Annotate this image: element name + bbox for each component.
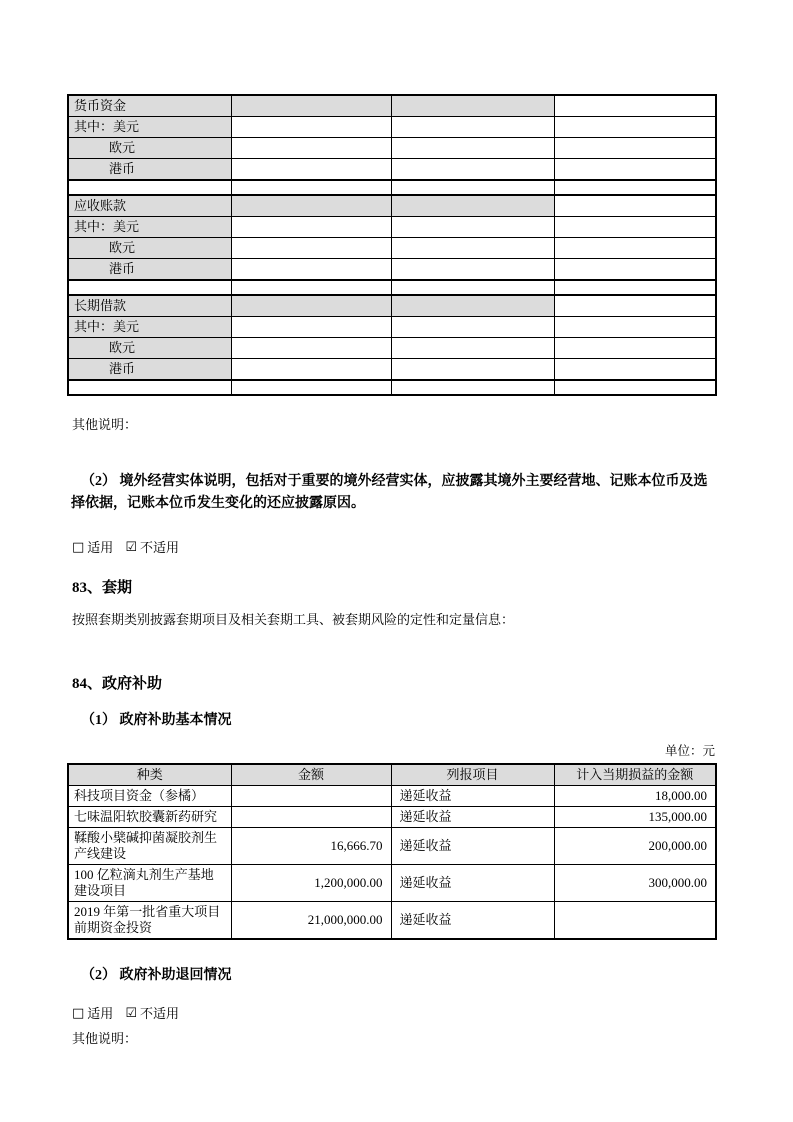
value-cell [231,359,391,381]
row-label-cell: 其中：美元 [68,117,231,138]
row-label-cell: 港币 [68,259,231,281]
current-profit-amount-cell [554,902,716,940]
value-cell [391,159,554,181]
value-cell [391,195,554,217]
row-label-cell: 其中：美元 [68,317,231,338]
checkbox-unchecked-icon: □ [72,1006,85,1021]
value-cell [554,338,716,359]
value-cell [391,359,554,381]
value-cell [231,280,391,295]
current-profit-amount-cell: 200,000.00 [554,828,716,865]
unit-label: 单位：元 [664,744,715,758]
other-note-label: 其他说明： [72,1031,138,1046]
report-item-cell: 递延收益 [391,786,554,807]
row-label-cell: 货币资金 [68,95,231,117]
table-row [68,317,716,338]
applicable-label: 适用 [87,540,114,555]
column-header: 金额 [231,764,391,786]
column-header: 列报项目 [391,764,554,786]
value-cell [391,280,554,295]
value-cell [554,280,716,295]
value-cell [231,95,391,117]
value-cell [231,338,391,359]
checkbox-checked-icon: ☑ [125,1006,137,1021]
applicability-line-refund [72,1005,715,1022]
amount-cell [231,807,391,828]
current-profit-amount-cell: 18,000.00 [554,786,716,807]
current-profit-amount-cell: 135,000.00 [554,807,716,828]
value-cell [554,359,716,381]
value-cell [391,138,554,159]
overseas-entity-paragraph: （2） 境外经营实体说明，包括对于重要的境外经营实体，应披露其境外主要经营地、记账本位币及选择依据，记账本位币发生变化的还应披露原因。 [71,474,708,511]
report-item-cell: 递延收益 [391,828,554,865]
spacer-row [68,180,716,195]
amount-cell: 16,666.70 [231,828,391,865]
row-label-cell: 港币 [68,159,231,181]
table-row [68,828,716,865]
report-item-cell: 递延收益 [391,902,554,940]
value-cell [391,117,554,138]
value-cell [554,238,716,259]
section-83-heading: 83、套期 [72,580,133,596]
amount-cell [231,786,391,807]
value-cell [554,180,716,195]
other-note-label: 其他说明： [72,417,138,432]
row-label-cell: 港币 [68,359,231,381]
subsidy-type-cell: 七味温阳软胶囊新药研究 [68,807,231,828]
column-header: 计入当期损益的金额 [554,764,716,786]
value-cell [554,95,716,117]
row-label-cell: 其中：美元 [68,217,231,238]
table-row [68,238,716,259]
value-cell [554,138,716,159]
row-label-cell: 欧元 [68,238,231,259]
subsidy-table-body [68,786,716,940]
row-label-cell: 应收账款 [68,195,231,217]
value-cell [554,217,716,238]
checkbox-unchecked-icon: □ [72,540,85,555]
not-applicable-label: 不适用 [139,1006,179,1021]
section-84-1-heading: （1） 政府补助基本情况 [81,713,232,728]
subsidy-table-header [68,764,716,786]
value-cell [231,138,391,159]
row-label-cell [68,180,231,195]
value-cell [231,195,391,217]
value-cell [391,217,554,238]
section-84-heading: 84、政府补助 [72,676,163,692]
value-cell [554,317,716,338]
table-row [68,159,716,181]
value-cell [554,159,716,181]
applicable-label: 适用 [87,1006,114,1021]
value-cell [391,338,554,359]
header-row [68,764,716,786]
value-cell [554,259,716,281]
table-row [68,295,716,317]
amount-cell: 21,000,000.00 [231,902,391,940]
value-cell [391,380,554,395]
row-label-cell [68,280,231,295]
value-cell [554,195,716,217]
table-row [68,359,716,381]
amount-cell: 1,200,000.00 [231,865,391,902]
table-row [68,865,716,902]
subsidy-type-cell: 2019 年第一批省重大项目前期资金投资 [68,902,231,940]
foreign-currency-table [67,94,717,396]
value-cell [554,380,716,395]
table-row [68,902,716,940]
value-cell [391,238,554,259]
hedge-description: 按照套期类别披露套期项目及相关套期工具、被套期风险的定性和定量信息： [72,612,515,627]
current-profit-amount-cell: 300,000.00 [554,865,716,902]
table-row [68,195,716,217]
subsidy-type-cell: 科技项目资金（参橘） [68,786,231,807]
value-cell [391,295,554,317]
value-cell [231,380,391,395]
section-84-2-heading: （2） 政府补助退回情况 [81,968,232,983]
row-label-cell: 长期借款 [68,295,231,317]
value-cell [231,117,391,138]
value-cell [554,295,716,317]
value-cell [231,159,391,181]
value-cell [391,317,554,338]
value-cell [391,259,554,281]
report-item-cell: 递延收益 [391,865,554,902]
government-subsidy-table [67,763,717,940]
row-label-cell: 欧元 [68,338,231,359]
table-row [68,138,716,159]
row-label-cell [68,380,231,395]
checkbox-checked-icon: ☑ [125,540,137,555]
applicability-line-hedge [72,539,715,556]
table-row [68,95,716,117]
column-header: 种类 [68,764,231,786]
table-row [68,807,716,828]
value-cell [391,180,554,195]
value-cell [231,217,391,238]
table-row [68,786,716,807]
subsidy-type-cell: 100 亿粒滴丸剂生产基地建设项目 [68,865,231,902]
foreign-currency-table-body [68,95,716,395]
value-cell [231,259,391,281]
subsidy-type-cell: 鞣酸小檗碱抑菌凝胶剂生产线建设 [68,828,231,865]
report-item-cell: 递延收益 [391,807,554,828]
table-row [68,217,716,238]
table-row [68,117,716,138]
spacer-row [68,380,716,395]
table-row [68,338,716,359]
value-cell [554,117,716,138]
value-cell [231,180,391,195]
table-row [68,259,716,281]
value-cell [391,95,554,117]
value-cell [231,238,391,259]
not-applicable-label: 不适用 [139,540,179,555]
spacer-row [68,280,716,295]
row-label-cell: 欧元 [68,138,231,159]
value-cell [231,295,391,317]
value-cell [231,317,391,338]
